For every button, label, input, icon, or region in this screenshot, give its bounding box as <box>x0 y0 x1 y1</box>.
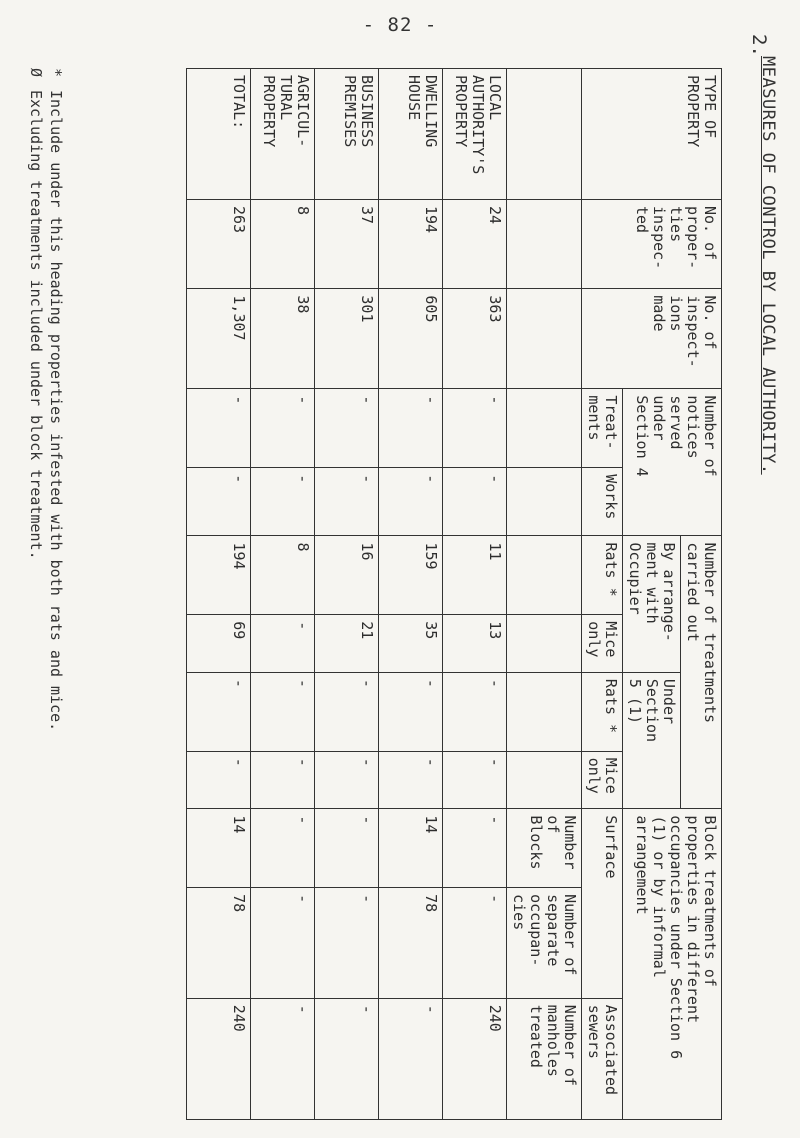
cell-works: - <box>251 468 315 536</box>
header-line: Section <box>643 678 661 743</box>
cell-rats-arr: 16 <box>315 536 379 615</box>
header-inspections-made <box>582 289 722 389</box>
header-line: occupan- <box>527 894 545 967</box>
cell-inspections: 363 <box>443 289 507 389</box>
header-line: manholes <box>544 1004 562 1077</box>
header-line: ment with <box>643 542 661 624</box>
cell-manholes: - <box>251 998 315 1119</box>
header-line: cies <box>510 894 528 931</box>
row-label-line: AGRICUL- <box>294 75 312 148</box>
header-type-of-property <box>582 69 722 200</box>
cell-blocks: - <box>251 809 315 888</box>
header-line: PROPERTY <box>684 75 702 148</box>
header-under-section5 <box>623 672 681 808</box>
page-number: - 82 - <box>362 14 438 36</box>
header-spacer-mice-b <box>507 751 582 809</box>
header-spacer-mice-a <box>507 615 582 673</box>
cell-inspections: 605 <box>379 289 443 389</box>
cell-blocks: 14 <box>379 809 443 888</box>
header-works <box>582 468 623 536</box>
header-line: made <box>650 295 668 332</box>
header-mice-arrangement <box>582 615 623 673</box>
cell-works: - <box>315 468 379 536</box>
header-manholes-treated <box>507 998 582 1119</box>
header-properties-inspected <box>582 200 722 289</box>
header-line: Number of treatments <box>701 542 719 724</box>
cell-works: - <box>379 468 443 536</box>
row-label-line: AUTHORITY'S <box>469 75 487 175</box>
section-title: MEASURES OF CONTROL BY LOCAL AUTHORITY. <box>758 56 778 475</box>
header-treatments-group <box>681 536 722 809</box>
header-line: Associated <box>602 1004 620 1096</box>
footnotes <box>26 68 66 731</box>
cell-rats-s5: - <box>379 672 443 751</box>
cell-inspections: 38 <box>251 289 315 389</box>
row-label <box>443 69 507 200</box>
header-line: ments <box>585 395 603 441</box>
header-line: ted <box>633 206 651 234</box>
table-row <box>379 69 443 1120</box>
cell-inspections: 1,307 <box>187 289 251 389</box>
row-label <box>379 69 443 200</box>
cell-treat: - <box>251 389 315 468</box>
header-line: Surface <box>602 815 620 879</box>
cell-mice-arr: 21 <box>315 615 379 673</box>
header-line: inspect- <box>684 295 702 368</box>
cell-properties: 263 <box>187 200 251 289</box>
header-spacer-type <box>507 69 582 200</box>
header-rats-section5 <box>582 672 623 751</box>
header-line: treated <box>527 1004 545 1068</box>
row-label <box>251 69 315 200</box>
cell-manholes: - <box>379 998 443 1119</box>
table-row <box>443 69 507 1120</box>
cell-mice-s5: - <box>251 751 315 809</box>
header-by-arrangement <box>623 536 681 672</box>
cell-blocks: 14 <box>187 809 251 888</box>
header-line: Blocks <box>527 815 545 870</box>
cell-mice-s5: - <box>443 751 507 809</box>
table-row <box>251 69 315 1120</box>
cell-rats-s5: - <box>251 672 315 751</box>
header-line: arrangement <box>633 815 651 915</box>
header-rats-arrangement <box>582 536 623 615</box>
header-spacer-treat <box>507 389 582 468</box>
row-label <box>315 69 379 200</box>
cell-treat: - <box>187 389 251 468</box>
cell-rats-arr: 8 <box>251 536 315 615</box>
cell-rats-s5: - <box>315 672 379 751</box>
header-surface <box>602 815 619 991</box>
cell-blocks: - <box>443 809 507 888</box>
header-line: Section 4 <box>633 395 651 477</box>
header-line: Occupier <box>626 542 644 615</box>
cell-properties: 37 <box>315 200 379 289</box>
section-number: 2. <box>748 34 770 57</box>
cell-works: - <box>187 468 251 536</box>
header-line: Number of <box>561 1004 579 1086</box>
cell-occupancies: - <box>315 888 379 999</box>
header-number-of-blocks <box>507 809 582 888</box>
table-row <box>187 69 251 1120</box>
header-line: Number of <box>561 894 579 976</box>
row-label-line: PREMISES <box>341 75 359 148</box>
header-spacer-works <box>507 468 582 536</box>
header-line: properties in different <box>684 815 702 1024</box>
cell-rats-arr: 11 <box>443 536 507 615</box>
header-line: under <box>650 395 668 441</box>
cell-manholes: 240 <box>187 998 251 1119</box>
cell-properties: 194 <box>379 200 443 289</box>
cell-mice-arr: 13 <box>443 615 507 673</box>
footnote-1: *Include under this heading properties infested with both rats and mice. <box>47 68 65 732</box>
header-spacer-inspections <box>507 289 582 389</box>
header-spacer-rats-a <box>507 536 582 615</box>
header-line: Treat- <box>602 395 620 450</box>
header-line: Mice <box>602 757 620 794</box>
cell-treat: - <box>315 389 379 468</box>
cell-works: - <box>443 468 507 536</box>
header-line: (1) or by informal <box>650 815 668 978</box>
header-line: proper- <box>684 206 702 270</box>
header-spacer-rats-b <box>507 672 582 751</box>
cell-treat: - <box>443 389 507 468</box>
header-line: of <box>544 815 562 834</box>
header-line: Number of <box>701 395 719 477</box>
header-line: ions <box>667 295 685 332</box>
cell-occupancies: 78 <box>187 888 251 999</box>
cell-rats-s5: - <box>187 672 251 751</box>
header-separate-occupancies <box>507 888 582 999</box>
cell-occupancies: - <box>443 888 507 999</box>
cell-mice-arr: - <box>251 615 315 673</box>
row-label-line: BUSINESS <box>358 75 376 148</box>
table-row <box>315 69 379 1120</box>
cell-mice-arr: 69 <box>187 615 251 673</box>
header-spacer-properties <box>507 200 582 289</box>
header-treatments <box>582 389 623 468</box>
row-label-line: TURAL <box>277 75 295 121</box>
header-notices-group <box>623 389 722 536</box>
cell-occupancies: 78 <box>379 888 443 999</box>
header-block-group <box>623 809 722 1120</box>
header-line: ties <box>667 206 685 243</box>
cell-treat: - <box>379 389 443 468</box>
header-line: sewers <box>585 1004 603 1059</box>
header-line: By arrange- <box>660 542 678 642</box>
header-line: only <box>585 621 603 658</box>
row-label-line: HOUSE <box>405 75 423 121</box>
header-line: Number <box>561 815 579 870</box>
cell-occupancies: - <box>251 888 315 999</box>
header-line: Rats * <box>602 678 620 734</box>
cell-manholes: 240 <box>443 998 507 1119</box>
header-line: Block treatments of <box>701 815 719 987</box>
cell-properties: 8 <box>251 200 315 289</box>
cell-rats-arr: 194 <box>187 536 251 615</box>
row-label <box>187 69 251 200</box>
header-line: inspec- <box>650 206 668 270</box>
header-associated-sewers <box>582 998 623 1119</box>
header-line: Under <box>660 678 678 725</box>
cell-rats-s5: - <box>443 672 507 751</box>
header-surface-group <box>582 809 623 998</box>
header-mice-section5 <box>582 751 623 809</box>
footnote-2: ØExcluding treatments included under block treatment. <box>27 68 45 560</box>
row-label-line: PROPERTY <box>260 75 278 148</box>
header-line: TYPE OF <box>701 75 719 139</box>
header-line: No. of <box>701 295 719 350</box>
header-line: notices <box>684 395 702 459</box>
header-line: only <box>585 757 603 794</box>
cell-mice-s5: - <box>187 751 251 809</box>
cell-mice-s5: - <box>379 751 443 809</box>
header-line: Mice <box>602 621 620 658</box>
cell-properties: 24 <box>443 200 507 289</box>
cell-mice-arr: 35 <box>379 615 443 673</box>
header-line: served <box>667 395 685 450</box>
row-label-line: DWELLING <box>422 75 440 148</box>
cell-mice-s5: - <box>315 751 379 809</box>
header-line: 5 (1) <box>626 678 644 725</box>
header-line: occupancies under Section 6 <box>667 815 685 1060</box>
cell-blocks: - <box>315 809 379 888</box>
table-body <box>187 69 507 1120</box>
cell-inspections: 301 <box>315 289 379 389</box>
header-line: Works <box>602 474 620 520</box>
header-line: carried out <box>684 542 702 642</box>
header-line: separate <box>544 894 562 967</box>
cell-rats-arr: 159 <box>379 536 443 615</box>
cell-manholes: - <box>315 998 379 1119</box>
row-label-line: TOTAL: <box>230 75 248 130</box>
header-line: Rats * <box>602 542 620 597</box>
header-line: No. of <box>701 206 719 261</box>
row-label-line: PROPERTY <box>452 75 470 148</box>
control-measures-table <box>186 68 722 1120</box>
row-label-line: LOCAL <box>486 75 504 121</box>
